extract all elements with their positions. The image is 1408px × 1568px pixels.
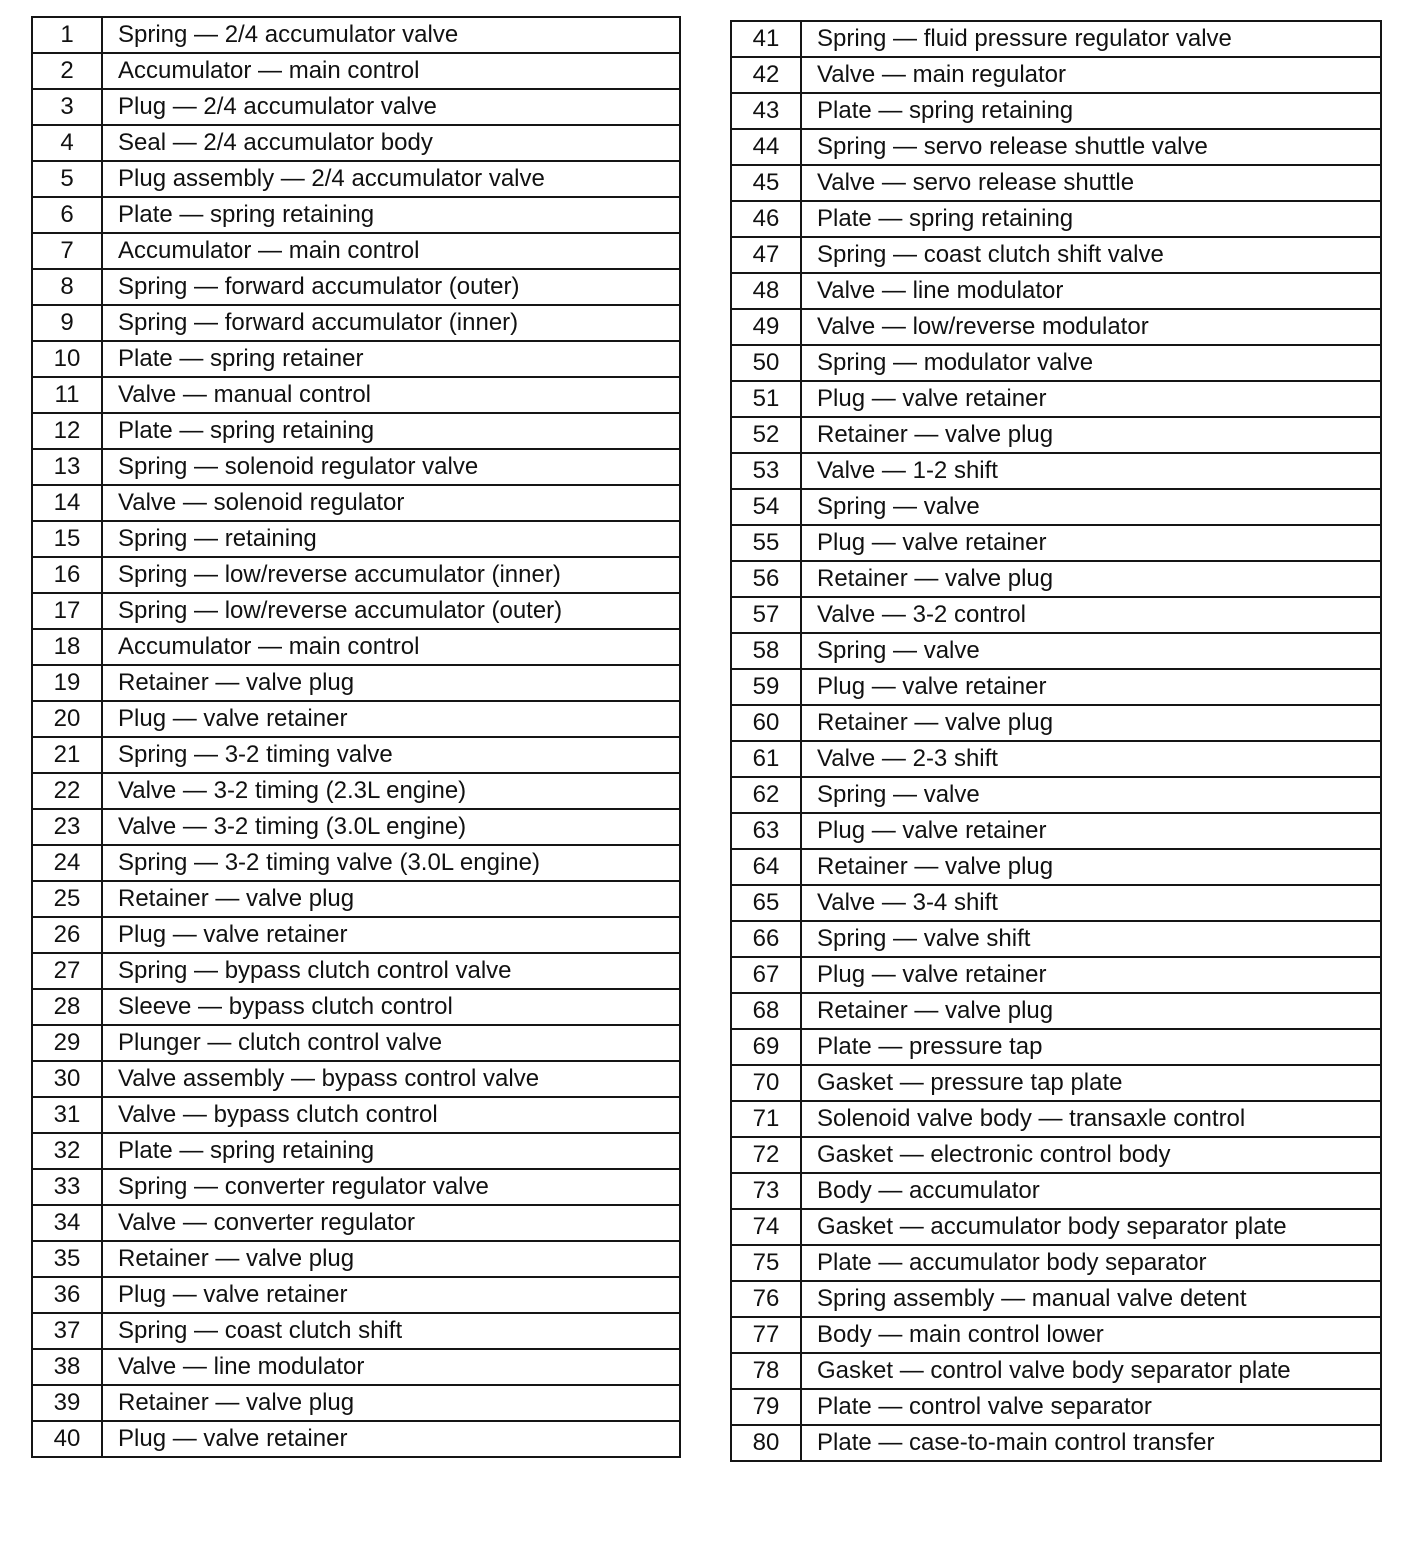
part-number: 32 [32,1133,102,1169]
part-description: Solenoid valve body — transaxle control [801,1101,1381,1137]
part-number: 18 [32,629,102,665]
part-number: 17 [32,593,102,629]
table-row [731,201,1381,237]
part-number: 37 [32,1313,102,1349]
part-description: Spring — valve [801,489,1381,525]
part-description: Spring — forward accumulator (outer) [102,269,680,305]
table-row [731,849,1381,885]
table-row [731,165,1381,201]
part-number: 73 [731,1173,801,1209]
part-description: Spring — low/reverse accumulator (inner) [102,557,680,593]
table-row [32,593,680,629]
part-number: 30 [32,1061,102,1097]
part-number: 33 [32,1169,102,1205]
table-row [32,917,680,953]
part-number: 20 [32,701,102,737]
table-row [731,741,1381,777]
part-description: Plate — case-to-main control transfer [801,1425,1381,1461]
table-row [32,773,680,809]
part-description: Spring — forward accumulator (inner) [102,305,680,341]
table-row [32,1169,680,1205]
table-row [731,273,1381,309]
part-number: 45 [731,165,801,201]
part-number: 38 [32,1349,102,1385]
part-description: Spring assembly — manual valve detent [801,1281,1381,1317]
part-number: 7 [32,233,102,269]
part-description: Plug — valve retainer [102,1277,680,1313]
part-number: 78 [731,1353,801,1389]
part-number: 74 [731,1209,801,1245]
part-description: Retainer — valve plug [801,849,1381,885]
part-description: Valve — 2-3 shift [801,741,1381,777]
part-number: 13 [32,449,102,485]
part-number: 22 [32,773,102,809]
part-number: 62 [731,777,801,813]
table-row [32,485,680,521]
table-row [731,417,1381,453]
part-description: Plug — valve retainer [801,525,1381,561]
table-row [731,669,1381,705]
table-row [731,1137,1381,1173]
table-row [32,1421,680,1457]
part-description: Spring — coast clutch shift valve [801,237,1381,273]
part-number: 57 [731,597,801,633]
table-row [731,705,1381,741]
table-row [731,1101,1381,1137]
part-number: 27 [32,953,102,989]
part-description: Valve — low/reverse modulator [801,309,1381,345]
part-number: 2 [32,53,102,89]
part-description: Plug — valve retainer [801,813,1381,849]
part-description: Gasket — electronic control body [801,1137,1381,1173]
part-number: 31 [32,1097,102,1133]
part-number: 50 [731,345,801,381]
part-description: Valve — 3-2 timing (2.3L engine) [102,773,680,809]
part-number: 4 [32,125,102,161]
table-row [32,17,680,53]
table-row [32,989,680,1025]
table-row [731,1173,1381,1209]
parts-table-left-body [32,17,680,1457]
table-row [731,597,1381,633]
part-description: Spring — 2/4 accumulator valve [102,17,680,53]
part-number: 80 [731,1425,801,1461]
part-description: Body — accumulator [801,1173,1381,1209]
table-row [32,737,680,773]
part-number: 76 [731,1281,801,1317]
table-row [731,93,1381,129]
table-row [32,701,680,737]
table-row [731,885,1381,921]
part-description: Plate — spring retaining [801,201,1381,237]
table-row [731,1209,1381,1245]
part-description: Spring — fluid pressure regulator valve [801,21,1381,57]
part-description: Plate — spring retaining [102,413,680,449]
part-description: Spring — retaining [102,521,680,557]
part-description: Valve — 3-2 timing (3.0L engine) [102,809,680,845]
table-row [731,1065,1381,1101]
part-description: Retainer — valve plug [801,705,1381,741]
part-description: Retainer — valve plug [801,993,1381,1029]
part-number: 42 [731,57,801,93]
parts-table-right [730,20,1382,1462]
part-number: 71 [731,1101,801,1137]
table-row [32,1385,680,1421]
part-description: Spring — coast clutch shift [102,1313,680,1349]
part-description: Valve — converter regulator [102,1205,680,1241]
part-number: 41 [731,21,801,57]
part-description: Retainer — valve plug [102,881,680,917]
part-description: Retainer — valve plug [102,665,680,701]
table-row [32,809,680,845]
part-description: Valve — line modulator [102,1349,680,1385]
table-row [731,237,1381,273]
table-row [32,413,680,449]
part-number: 5 [32,161,102,197]
part-number: 60 [731,705,801,741]
table-row [731,633,1381,669]
part-number: 26 [32,917,102,953]
table-row [32,1061,680,1097]
part-description: Retainer — valve plug [102,1385,680,1421]
part-description: Valve — manual control [102,377,680,413]
part-description: Spring — solenoid regulator valve [102,449,680,485]
part-description: Gasket — accumulator body separator plate [801,1209,1381,1245]
part-description: Spring — bypass clutch control valve [102,953,680,989]
part-description: Valve — line modulator [801,273,1381,309]
table-row [731,21,1381,57]
table-row [32,1025,680,1061]
part-number: 14 [32,485,102,521]
part-number: 10 [32,341,102,377]
table-row [731,1425,1381,1461]
table-row [32,1205,680,1241]
part-description: Valve — servo release shuttle [801,165,1381,201]
table-row [731,921,1381,957]
part-description: Plug — valve retainer [801,957,1381,993]
part-description: Plug — valve retainer [102,917,680,953]
table-row [32,161,680,197]
part-number: 63 [731,813,801,849]
part-description: Plate — spring retainer [102,341,680,377]
part-description: Plunger — clutch control valve [102,1025,680,1061]
table-row [32,341,680,377]
part-number: 70 [731,1065,801,1101]
part-description: Spring — valve [801,633,1381,669]
part-description: Spring — modulator valve [801,345,1381,381]
table-row [731,489,1381,525]
table-row [32,89,680,125]
part-number: 36 [32,1277,102,1313]
part-number: 24 [32,845,102,881]
part-description: Accumulator — main control [102,53,680,89]
table-row [731,1389,1381,1425]
part-number: 15 [32,521,102,557]
part-number: 49 [731,309,801,345]
table-row [32,1313,680,1349]
table-row [32,305,680,341]
table-row [731,309,1381,345]
table-row [32,557,680,593]
part-description: Plate — accumulator body separator [801,1245,1381,1281]
part-number: 59 [731,669,801,705]
part-number: 47 [731,237,801,273]
table-row [32,269,680,305]
part-description: Plug — 2/4 accumulator valve [102,89,680,125]
part-number: 51 [731,381,801,417]
table-row [731,525,1381,561]
part-number: 19 [32,665,102,701]
part-number: 75 [731,1245,801,1281]
part-description: Seal — 2/4 accumulator body [102,125,680,161]
part-description: Plate — spring retaining [102,197,680,233]
part-description: Accumulator — main control [102,629,680,665]
part-number: 44 [731,129,801,165]
part-description: Plug — valve retainer [801,669,1381,705]
part-description: Valve — 3-4 shift [801,885,1381,921]
part-number: 16 [32,557,102,593]
table-row [32,1133,680,1169]
part-description: Spring — servo release shuttle valve [801,129,1381,165]
table-row [32,881,680,917]
table-row [731,1245,1381,1281]
table-row [32,521,680,557]
part-number: 28 [32,989,102,1025]
part-number: 64 [731,849,801,885]
part-number: 65 [731,885,801,921]
part-description: Valve — 3-2 control [801,597,1381,633]
table-row [731,1353,1381,1389]
parts-table-left [31,16,681,1458]
part-description: Retainer — valve plug [102,1241,680,1277]
part-description: Valve — main regulator [801,57,1381,93]
part-number: 6 [32,197,102,233]
part-description: Plate — spring retaining [801,93,1381,129]
table-row [731,957,1381,993]
table-row [32,233,680,269]
table-row [731,1317,1381,1353]
part-description: Gasket — pressure tap plate [801,1065,1381,1101]
part-number: 39 [32,1385,102,1421]
part-number: 72 [731,1137,801,1173]
part-description: Plug — valve retainer [102,1421,680,1457]
table-row [731,129,1381,165]
table-row [731,1281,1381,1317]
part-description: Spring — 3-2 timing valve (3.0L engine) [102,845,680,881]
part-description: Spring — converter regulator valve [102,1169,680,1205]
table-row [32,845,680,881]
part-number: 53 [731,453,801,489]
part-description: Body — main control lower [801,1317,1381,1353]
part-description: Plate — pressure tap [801,1029,1381,1065]
part-number: 61 [731,741,801,777]
part-description: Plug — valve retainer [102,701,680,737]
part-description: Plate — control valve separator [801,1389,1381,1425]
part-number: 3 [32,89,102,125]
table-row [32,53,680,89]
table-row [731,57,1381,93]
table-row [731,777,1381,813]
part-number: 1 [32,17,102,53]
table-row [731,345,1381,381]
table-row [731,993,1381,1029]
part-number: 56 [731,561,801,597]
table-row [731,453,1381,489]
table-row [731,561,1381,597]
part-number: 69 [731,1029,801,1065]
table-row [32,1097,680,1133]
table-row [32,665,680,701]
table-row [32,1277,680,1313]
part-number: 29 [32,1025,102,1061]
part-number: 58 [731,633,801,669]
part-description: Spring — 3-2 timing valve [102,737,680,773]
part-number: 48 [731,273,801,309]
part-description: Spring — valve shift [801,921,1381,957]
part-description: Plate — spring retaining [102,1133,680,1169]
table-row [32,1241,680,1277]
table-row [32,953,680,989]
table-row [32,197,680,233]
part-description: Sleeve — bypass clutch control [102,989,680,1025]
part-number: 54 [731,489,801,525]
table-row [731,813,1381,849]
table-row [32,125,680,161]
part-description: Valve — solenoid regulator [102,485,680,521]
part-description: Spring — low/reverse accumulator (outer) [102,593,680,629]
part-description: Retainer — valve plug [801,561,1381,597]
part-number: 66 [731,921,801,957]
part-number: 34 [32,1205,102,1241]
part-number: 46 [731,201,801,237]
part-number: 79 [731,1389,801,1425]
part-number: 23 [32,809,102,845]
part-number: 25 [32,881,102,917]
table-row [32,1349,680,1385]
table-row [731,1029,1381,1065]
part-number: 21 [32,737,102,773]
part-number: 11 [32,377,102,413]
part-description: Retainer — valve plug [801,417,1381,453]
part-description: Plug assembly — 2/4 accumulator valve [102,161,680,197]
part-description: Spring — valve [801,777,1381,813]
table-row [32,449,680,485]
part-number: 12 [32,413,102,449]
part-number: 8 [32,269,102,305]
table-row [32,629,680,665]
part-number: 43 [731,93,801,129]
table-row [32,377,680,413]
part-number: 77 [731,1317,801,1353]
part-description: Valve — bypass clutch control [102,1097,680,1133]
part-description: Valve assembly — bypass control valve [102,1061,680,1097]
part-description: Gasket — control valve body separator plate [801,1353,1381,1389]
part-number: 9 [32,305,102,341]
part-description: Valve — 1-2 shift [801,453,1381,489]
part-description: Plug — valve retainer [801,381,1381,417]
part-number: 52 [731,417,801,453]
part-description: Accumulator — main control [102,233,680,269]
part-number: 67 [731,957,801,993]
part-number: 40 [32,1421,102,1457]
parts-table-right-body [731,21,1381,1461]
part-number: 55 [731,525,801,561]
table-row [731,381,1381,417]
part-number: 68 [731,993,801,1029]
part-number: 35 [32,1241,102,1277]
